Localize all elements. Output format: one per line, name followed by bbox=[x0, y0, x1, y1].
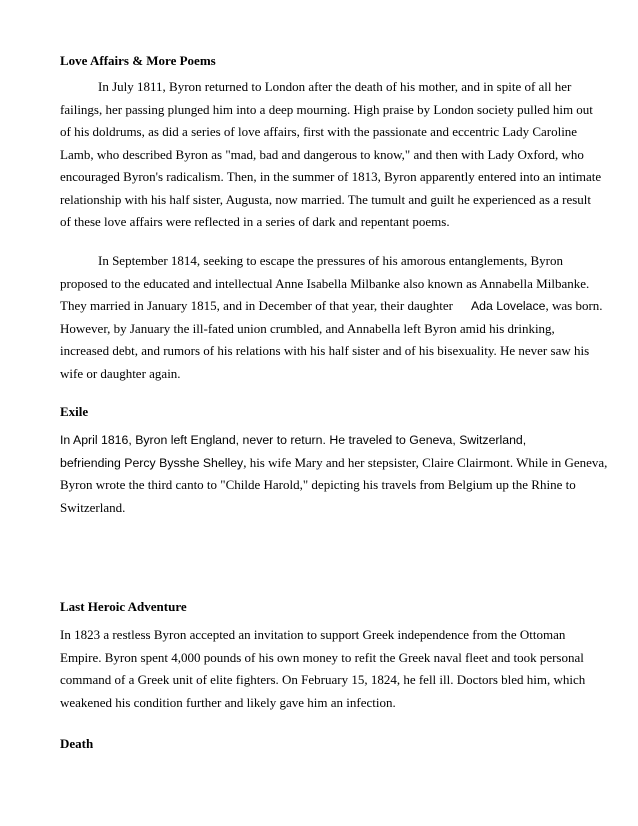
text-line: of his doldrums, as did a series of love affairs, first with the passionate and eccentric Lady Caroline bbox=[60, 124, 578, 139]
percy-shelley-link[interactable]: befriending Percy Bysshe Shelley bbox=[60, 455, 244, 470]
heading-exile: Exile bbox=[60, 404, 89, 419]
text-line: encouraged Byron's radicalism. Then, in the summer of 1813, Byron apparently entered into an intimate bbox=[60, 169, 602, 184]
text-line: wife or daughter again. bbox=[60, 365, 181, 381]
text-line: Byron wrote the third canto to "Childe Harold," depicting his travels from Belgium up the Rhine to bbox=[60, 477, 576, 492]
text-line bbox=[60, 452, 608, 475]
text-line: command of a Greek unit of elite fighters. On February 15, 1824, he fell ill. Doctors bled him, which bbox=[60, 672, 586, 687]
text-line: weakened his condition further and likely gave him an infection. bbox=[60, 694, 396, 710]
text-line: failings, her passing plunged him into a deep mourning. High praise by London society pulled him out bbox=[60, 101, 593, 117]
paragraph-last-heroic-adventure bbox=[60, 624, 590, 714]
text-line: proposed to the educated and intellectual Anne Isabella Milbanke also known as Annabella Milbanke. bbox=[60, 275, 590, 291]
text-segment: , his wife Mary and her stepsister, Claire Clairmont. While in Geneva, bbox=[243, 454, 608, 470]
ada-lovelace-link[interactable]: Ada Lovelace bbox=[470, 299, 546, 313]
text-segment: , was born. bbox=[545, 298, 603, 313]
paragraph-exile bbox=[60, 429, 608, 519]
text-line: increased debt, and rumors of his relations with his half sister and of his bisexuality. He never saw his bbox=[60, 343, 590, 358]
text-line: In 1823 a restless Byron accepted an invitation to support Greek independence from the Ottoman bbox=[60, 627, 566, 642]
text-line: relationship with his half sister, Augusta, now married. The tumult and guilt he experienced as a result bbox=[60, 191, 592, 207]
heading-love-affairs: Love Affairs & More Poems bbox=[60, 53, 216, 68]
text-line: of these love affairs were reflected in a series of dark and repentant poems. bbox=[60, 214, 450, 229]
text-line: In July 1811, Byron returned to London after the death of his mother, and in spite of all her bbox=[98, 79, 572, 94]
text-line: Lamb, who described Byron as "mad, bad and dangerous to know," and then with Lady Oxford, who bbox=[60, 146, 584, 162]
heading-death: Death bbox=[60, 736, 94, 751]
paragraph-love-affairs-1 bbox=[60, 76, 602, 234]
text-line: In April 1816, Byron left England, never to return. He traveled to Geneva, Switzerland, bbox=[60, 433, 527, 447]
text-segment: They married in January 1815, and in December of that year, their daughter bbox=[60, 298, 453, 313]
text-line: In September 1814, seeking to escape the pressures of his amorous entanglements, Byron bbox=[98, 253, 563, 268]
text-line: Switzerland. bbox=[60, 499, 126, 515]
heading-last-heroic-adventure: Last Heroic Adventure bbox=[60, 599, 187, 614]
paragraph-love-affairs-2 bbox=[60, 250, 603, 385]
text-line bbox=[60, 295, 603, 318]
text-line: However, by January the ill-fated union crumbled, and Annabella left Byron amid his drinking, bbox=[60, 320, 555, 336]
text-line: Empire. Byron spent 4,000 pounds of his own money to refit the Greek naval fleet and took personal bbox=[60, 649, 584, 665]
